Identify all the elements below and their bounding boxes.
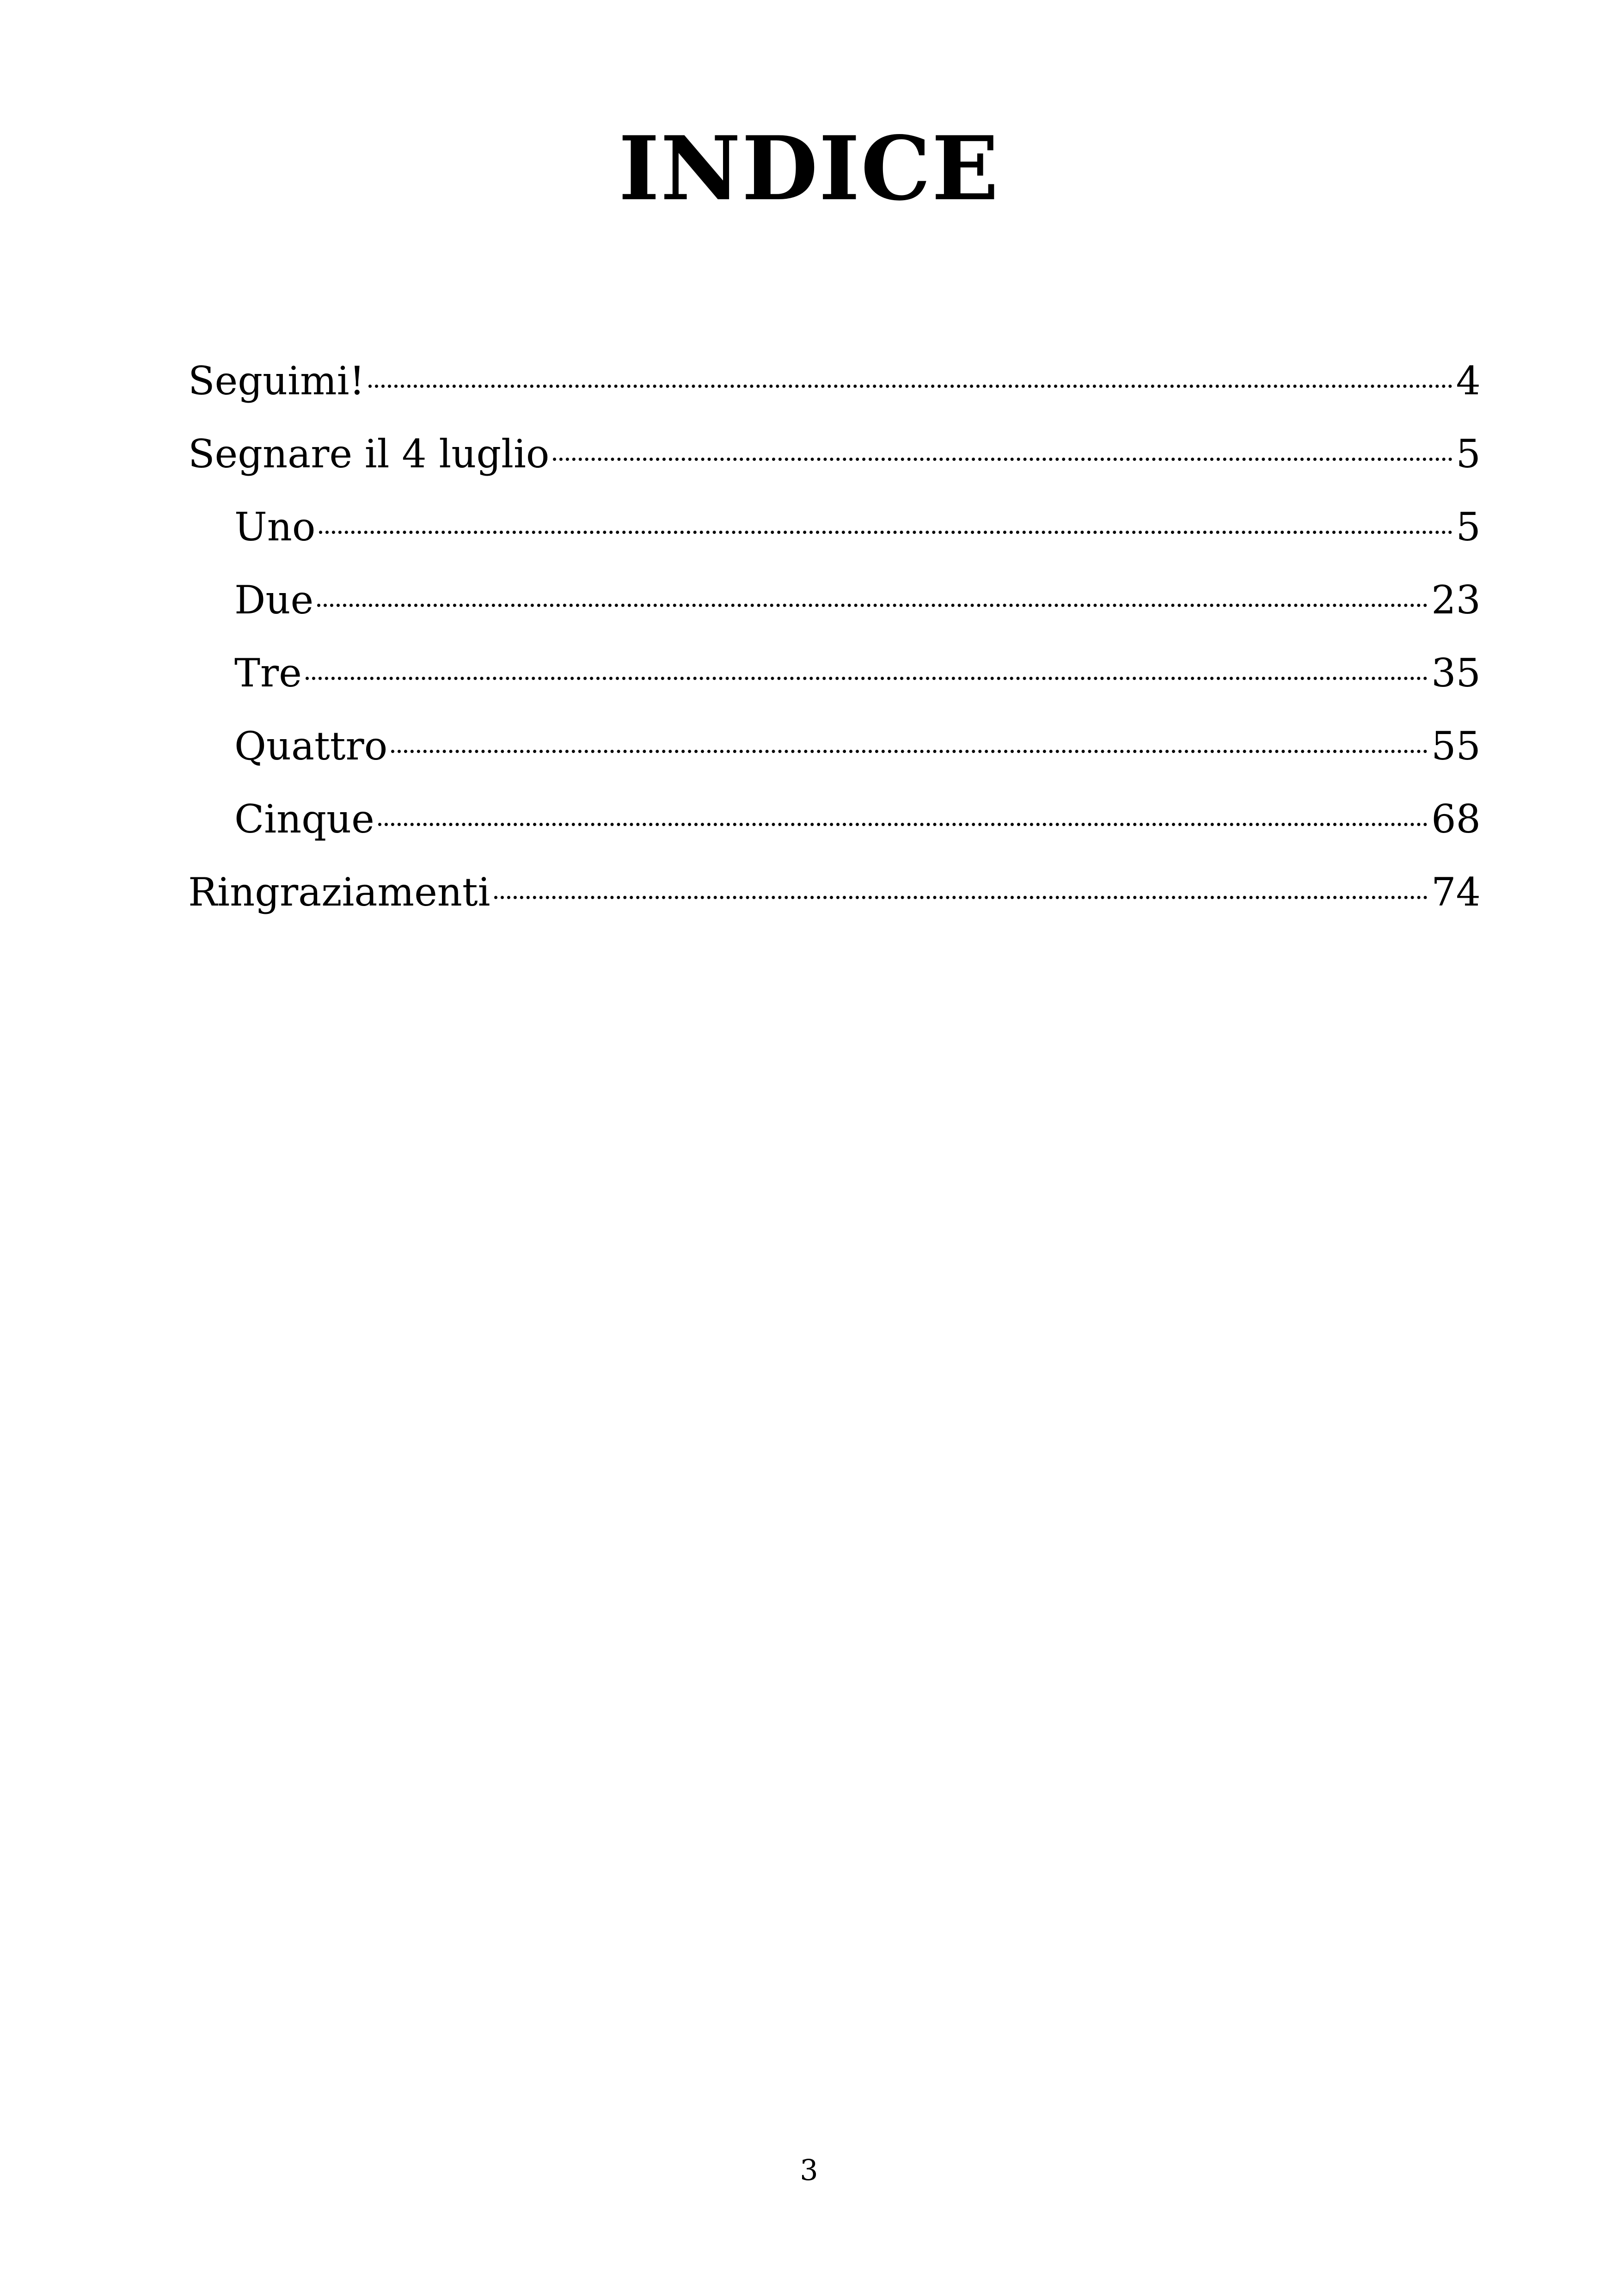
toc-entry-due[interactable] <box>188 563 1481 637</box>
page-number: 3 <box>800 2153 818 2187</box>
toc-entry-label: Due <box>234 577 314 623</box>
toc-entry-label: Quattro <box>234 723 388 769</box>
toc-entry-quattro[interactable] <box>188 710 1481 783</box>
toc-leader-dots <box>494 896 1428 899</box>
toc-leader-dots <box>391 750 1428 753</box>
page-title: INDICE <box>618 117 1000 220</box>
toc-entry-label: Ringraziamenti <box>188 869 490 915</box>
toc-leader-dots <box>378 823 1428 826</box>
toc-entry-label: Uno <box>234 504 316 550</box>
toc-entry-tre[interactable] <box>188 637 1481 710</box>
toc-leader-dots <box>317 604 1428 607</box>
toc-entry-ringraziamenti[interactable] <box>188 856 1481 929</box>
toc-entry-label: Seguimi! <box>188 358 365 404</box>
toc-leader-dots <box>306 677 1428 680</box>
toc-entry-page: 23 <box>1431 577 1481 623</box>
toc-entry-uno[interactable] <box>188 490 1481 563</box>
toc-entry-label: Segnare il 4 luglio <box>188 431 550 477</box>
toc-leader-dots <box>553 458 1452 461</box>
toc-entry-page: 68 <box>1431 796 1481 842</box>
toc-entry-label: Cinque <box>234 796 374 842</box>
toc-entry-seguimi[interactable] <box>188 344 1481 417</box>
toc-entry-page: 35 <box>1431 650 1481 696</box>
toc-entry-page: 5 <box>1456 504 1481 550</box>
toc-entry-page: 4 <box>1456 358 1481 404</box>
toc-entry-page: 5 <box>1456 431 1481 477</box>
toc-leader-dots <box>319 531 1452 534</box>
table-of-contents <box>188 344 1481 929</box>
toc-entry-segnare-il-4-luglio[interactable] <box>188 417 1481 490</box>
toc-entry-page: 74 <box>1431 869 1481 915</box>
toc-leader-dots <box>368 385 1452 388</box>
toc-entry-label: Tre <box>234 650 302 696</box>
toc-entry-page: 55 <box>1431 723 1481 769</box>
toc-entry-cinque[interactable] <box>188 783 1481 856</box>
